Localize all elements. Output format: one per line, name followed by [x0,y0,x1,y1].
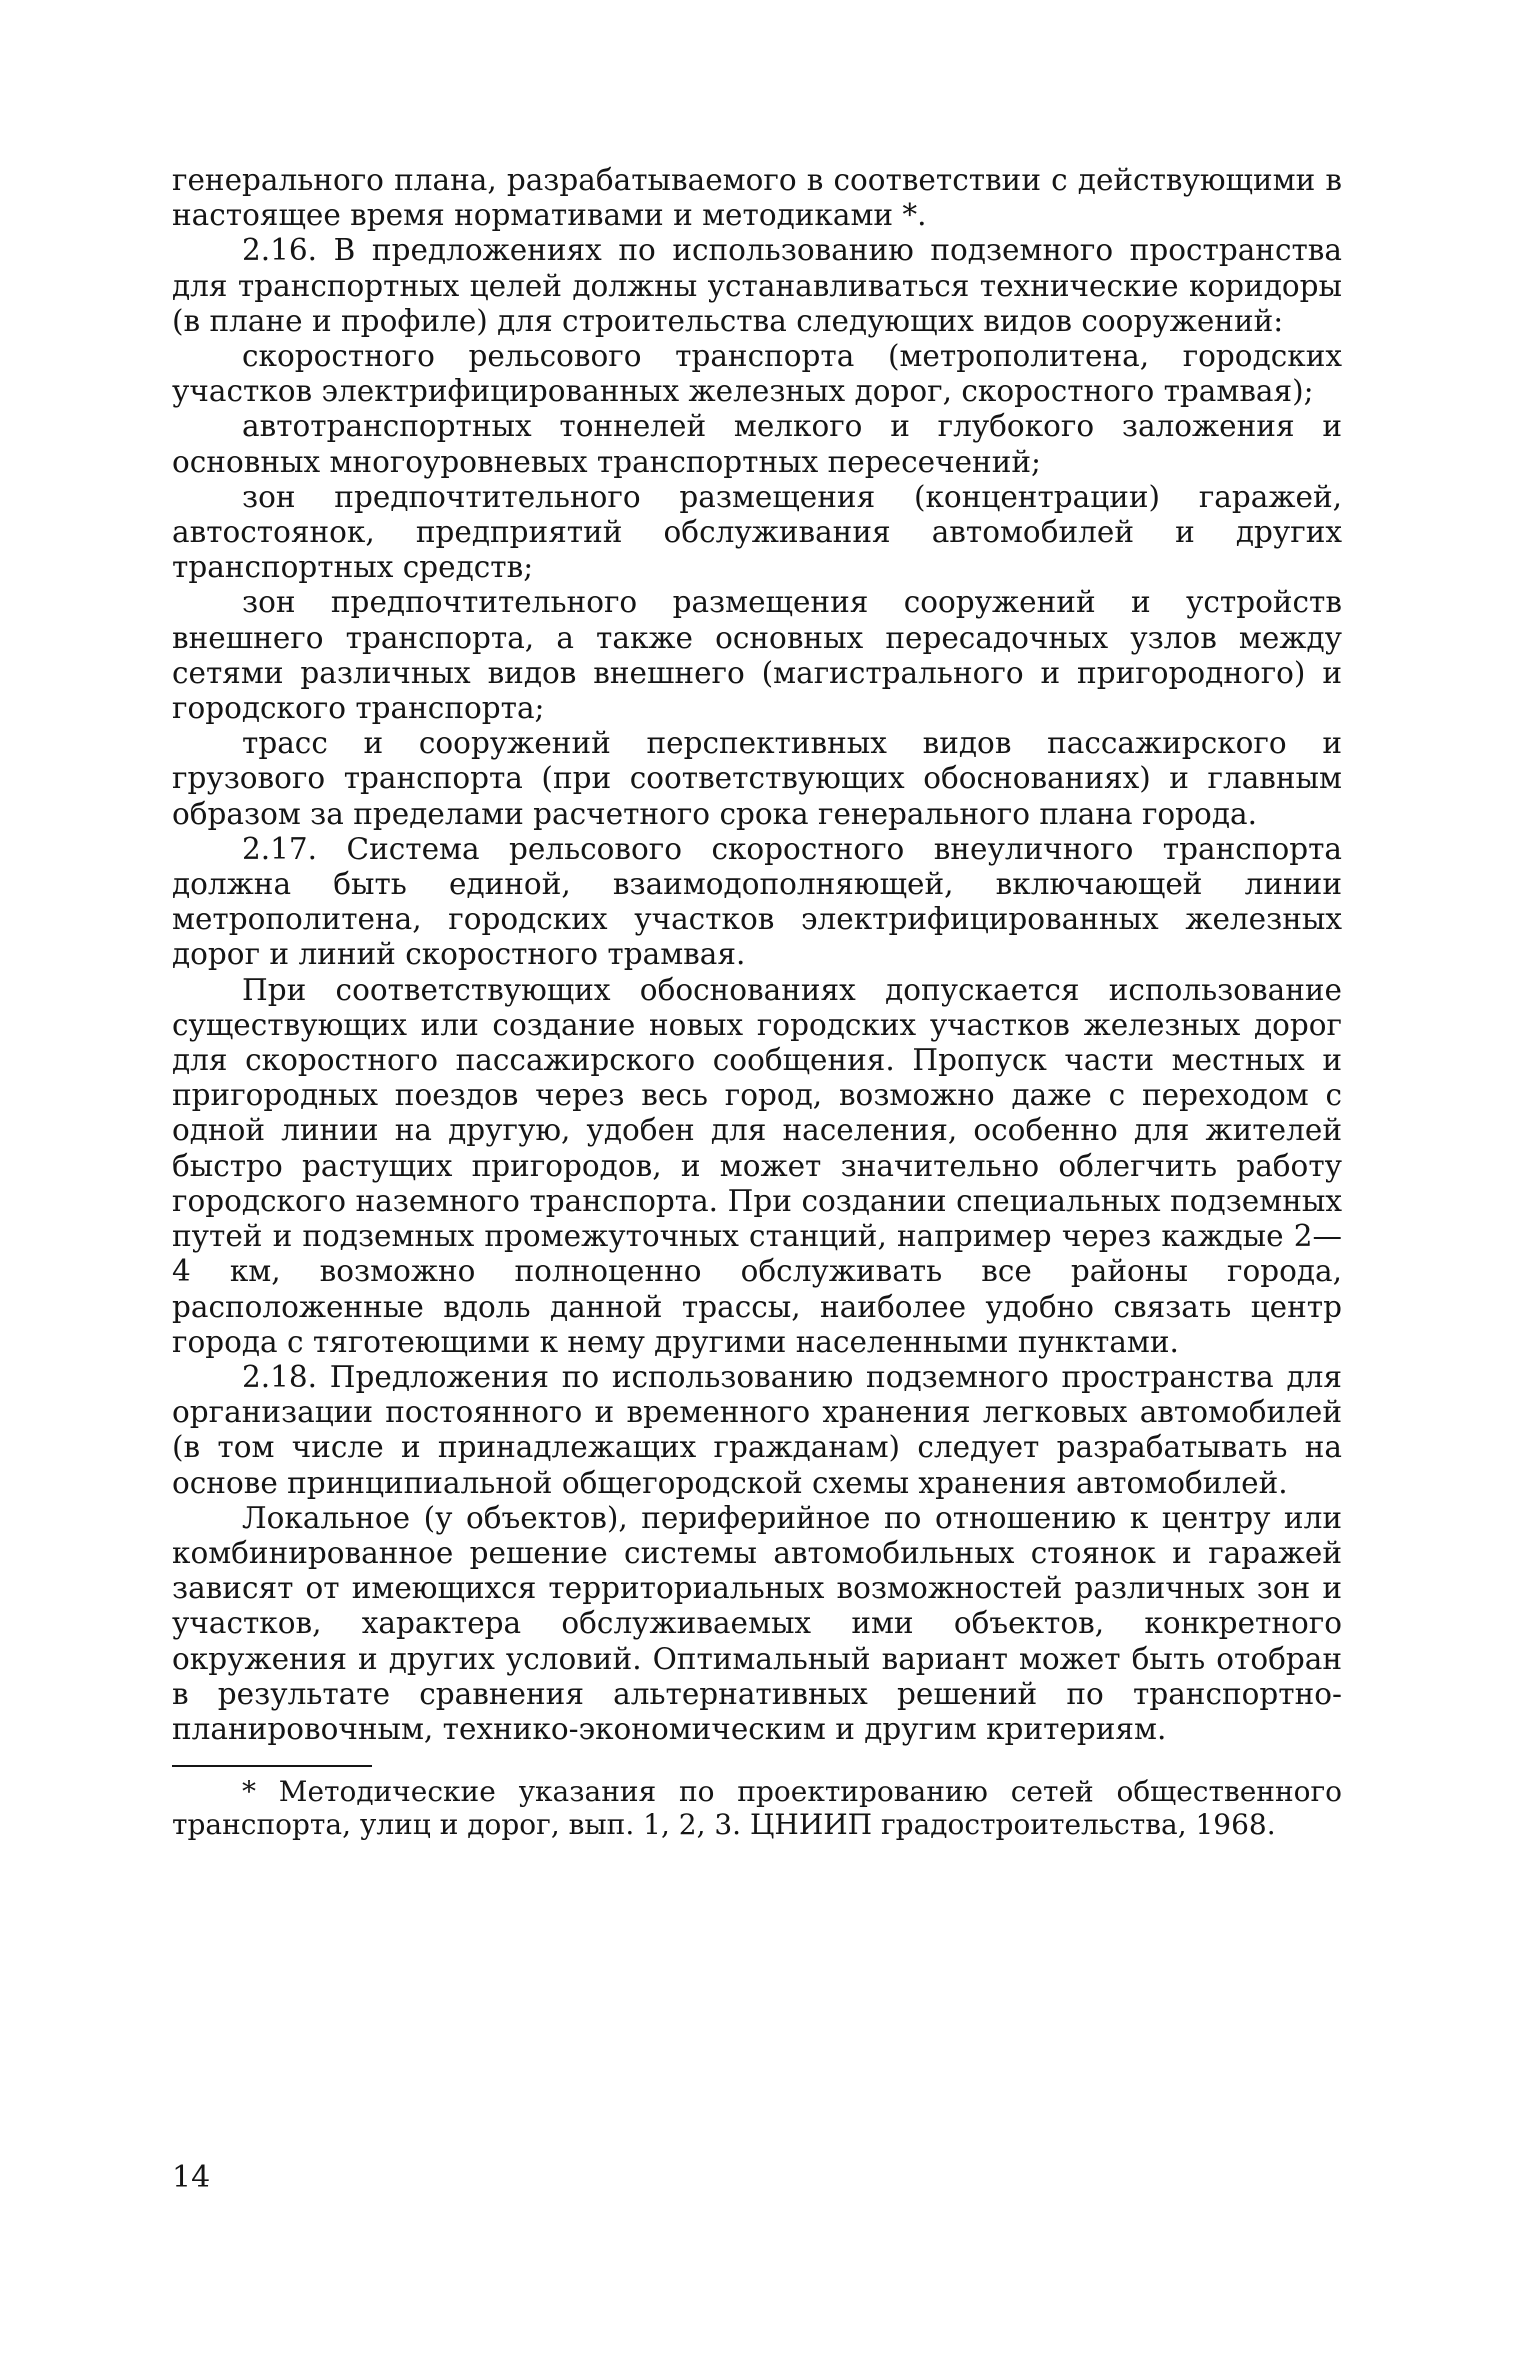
page-number: 14 [172,2160,211,2195]
list-item-prospective-transport: трасс и сооружений перспективных видов пассажирского и грузового транспорта (при соответствующих обоснованиях) и главным образом за пределами расчетного срока генерального плана города. [172,726,1342,831]
paragraph-2-17-continued: При соответствующих обоснованиях допускается использование существующих или создание новых городских участков железных дорог для скоростного пассажирского сообщения. Пропуск части местных и пригородных поездов через весь город, возможно даже с переходом с одной линии на другую, удобен для населения, особенно для жителей быстро растущих пригородов, и может значительно облегчить работу городского наземного транспорта. При создании специальных подземных путей и подземных промежуточных станций, например через каждые 2—4 км, возможно полноценно обслуживать все районы города, расположенные вдоль данной трассы, наиболее удобно связать центр города с тяготеющими к нему другими населенными пунктами. [172,972,1342,1359]
paragraph-2-16: 2.16. В предложениях по использованию подземного пространства для транспортных целей должны устанавливаться технические коридоры (в плане и профиле) для строительства следующих видов сооружений: [172,233,1342,338]
list-item-rail-transport: скоростного рельсового транспорта (метрополитена, городских участков электрифицированных железных дорог, скоростного трамвая); [172,339,1342,409]
paragraph-2-18: 2.18. Предложения по использованию подземного пространства для организации постоянного и временного хранения легковых автомобилей (в том числе и принадлежащих гражданам) следует разрабатывать на основе принципиальной общегородской схемы хранения автомобилей. [172,1359,1342,1500]
list-item-tunnels: автотранспортных тоннелей мелкого и глубокого заложения и основных многоуровневых транспортных пересечений; [172,409,1342,479]
list-item-garages: зон предпочтительного размещения (концентрации) гаражей, автостоянок, предприятий обслуживания автомобилей и других транспортных средств; [172,479,1342,585]
page-body [172,163,1342,1841]
paragraph-2-18-continued: Локальное (у объектов), периферийное по отношению к центру или комбинированное решение системы автомобильных стоянок и гаражей зависят от имеющихся территориальных возможностей различных зон и участков, характера обслуживаемых ими объектов, конкретного окружения и других условий. Оптимальный вариант может быть отобран в результате сравнения альтернативных решений по транспортно-планировочным, технико-экономическим и другим критериям. [172,1500,1342,1746]
footnote: * Методические указания по проектированию сетей общественного транспорта, улиц и дорог, вып. 1, 2, 3. ЦНИИП градостроительства, 1968. [172,1775,1342,1842]
paragraph-continuation: генерального плана, разрабатываемого в соответствии с действующими в настоящее время нормативами и методиками *. [172,163,1342,233]
footnote-divider [172,1765,372,1767]
paragraph-2-17: 2.17. Система рельсового скоростного внеуличного транспорта должна быть единой, взаимодополняющей, включающей линии метрополитена, городских участков электрифицированных железных дорог и линий скоростного трамвая. [172,831,1342,972]
list-item-external-transport: зон предпочтительного размещения сооружений и устройств внешнего транспорта, а также основных пересадочных узлов между сетями различных видов внешнего (магистрального и пригородного) и городского транспорта; [172,585,1342,726]
